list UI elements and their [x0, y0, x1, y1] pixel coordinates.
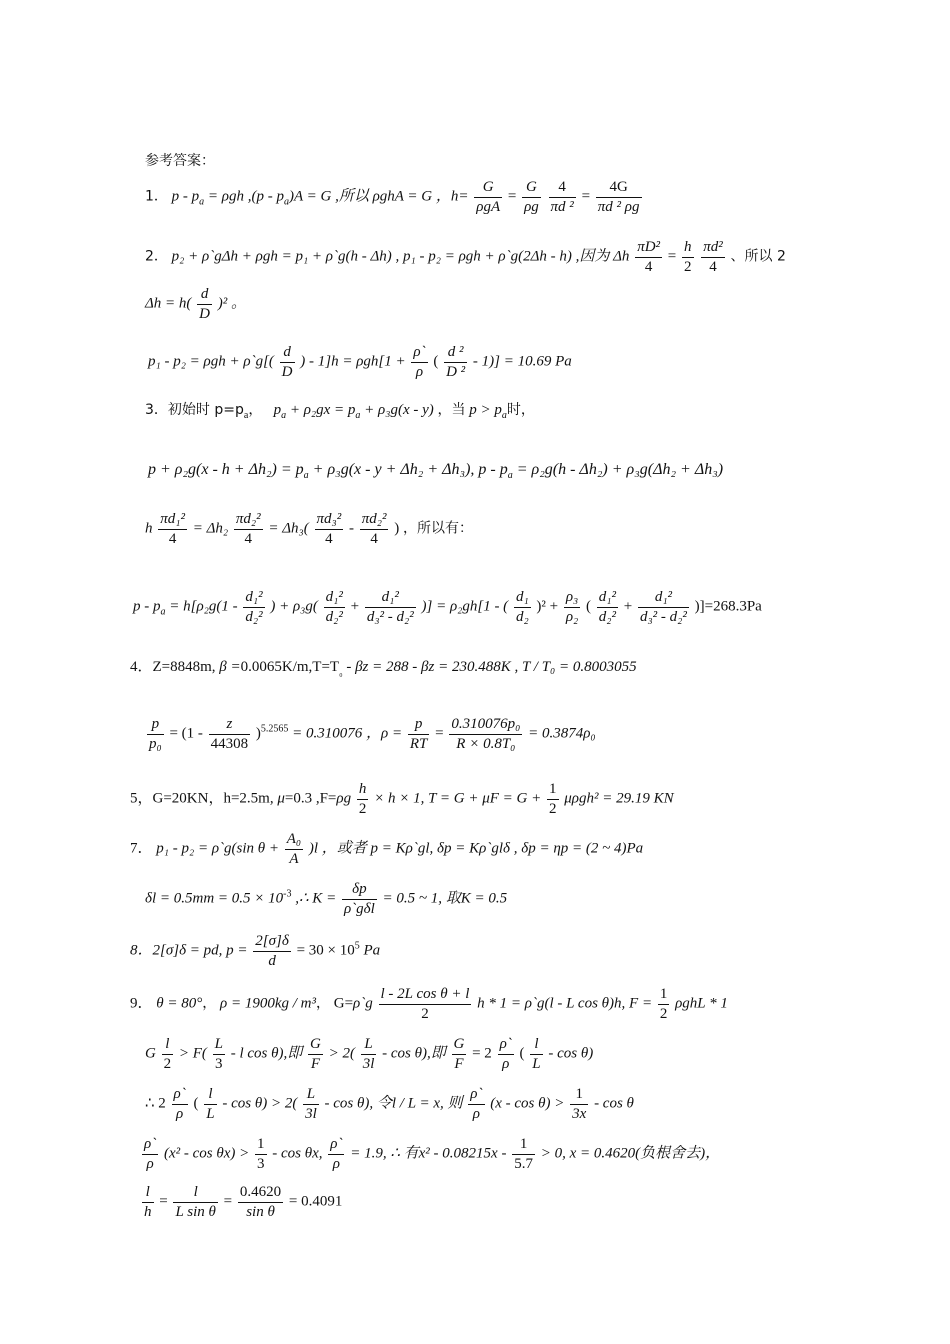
formula-text: )² 。 — [217, 295, 247, 312]
fraction: $\frac{h}{2}$ — [684, 239, 692, 275]
fraction: $\frac{\text{d₁²}}{\text{d₂²}}$ — [598, 589, 616, 625]
fraction: $\frac{G}{F}$ — [453, 1036, 465, 1072]
answer-7: 7． p₁ - p₂ = ρ`g(sin θ + $\frac{\text{A₀}}{A}$ )l ，或者 p = Kρ`gl, δp = Kρ`glδ , δp = ηp = (2 ~ 4)Pa — [130, 831, 644, 867]
fraction: $\frac{\rho`}{\rho}$ — [330, 1136, 343, 1172]
fraction: $\frac{4G}{\text{πd ² ρg}}$ — [597, 179, 640, 215]
answer-9-row1: G $\frac{l}{2}$ > F( $\frac{L}{3}$ - l cos θ),即 $\frac{G}{F}$ > 2( $\frac{L}{3l}$ - cos θ),即 $\frac{G}{F}$ = 2 $\frac{\rho`}{\rho}$ ( $\frac{l}{L}$ - cos θ) — [145, 1036, 594, 1072]
fraction: $\frac{1}{3x}$ — [572, 1086, 587, 1122]
fraction: $\frac{2[\sigma]\delta}{d}$ — [255, 933, 289, 969]
answer-number: 1． — [145, 188, 168, 205]
fraction: $\frac{G}{\text{ρgA}}$ — [476, 179, 501, 215]
fraction: $\frac{1}{2}$ — [659, 986, 668, 1022]
subscript: a — [199, 196, 205, 208]
fraction: $\frac{z}{44308}$ — [210, 716, 249, 752]
fraction: $\frac{\text{d ²}}{\text{D ²}}$ — [446, 344, 466, 380]
fraction: $\frac{l}{\text{L sin θ}}$ — [175, 1184, 216, 1220]
answer-8: 8．2[σ]δ = pd, p = $\frac{2[\sigma]\delta}{d}$ = $30 \times 10^5$ Pa — [130, 933, 381, 969]
answer-2-result: p₁ - p₂ = ρgh + ρ`g[( $\frac{d}{D}$ ) - 1]h = ρgh[1 + $\frac{\rho`}{\rho}$ ( $\frac{\text{d ²}}{\text{D ²}}$ - 1)] = 10.69 Pa — [148, 344, 572, 380]
fraction: $\frac{0.4620}{\text{sin θ}}$ — [239, 1184, 282, 1220]
fraction: $\frac{\text{πd₂²}}{4}$ — [361, 511, 387, 547]
fraction: $\frac{d}{D}$ — [281, 344, 293, 380]
fraction: $\frac{\text{d₁²}}{\text{d₂²}}$ — [245, 589, 263, 625]
fraction: $\frac{l}{h}$ — [144, 1184, 152, 1220]
fraction: $\frac{4}{\text{πd ²}}$ — [550, 179, 574, 215]
answer-4-result: $\frac{p}{\text{p₀}}$ = (1 - $\frac{z}{44308}$ )$^{5.2565}$ = 0.310076 ，ρ = $\frac{p}{RT}$ = $\frac{\text{0.310076p₀}}{\text{R × 0.8T₀}}$ = 0.3874ρ₀ — [149, 716, 596, 752]
fraction: $\frac{d}{D}$ — [199, 286, 211, 322]
answer-number: 7． — [130, 840, 153, 857]
fraction: $\frac{\text{A₀}}{A}$ — [286, 831, 302, 867]
fraction: $\frac{L}{3l}$ — [362, 1036, 375, 1072]
formula-text: p₂ + ρ`gΔh + ρgh = p₁ + ρ`g(h - Δh) , p₁ - p₂ = ρgh + ρ`g(2Δh - h) ,因为 Δh — [171, 248, 630, 265]
fraction: $\frac{L}{3l}$ — [305, 1086, 317, 1122]
fraction: $\frac{\text{0.310076p₀}}{\text{R × 0.8T₀}}$ — [451, 716, 521, 752]
formula-text: 、所以 2 — [730, 248, 786, 265]
fraction: $\frac{\text{πd₂²}}{4}$ — [235, 511, 261, 547]
fraction: $\frac{p}{RT}$ — [409, 716, 428, 752]
formula-text: = ρgh ,(p - p — [204, 188, 284, 205]
fraction: $\frac{\rho`}{\rho}$ — [413, 344, 426, 380]
answer-7-result: $\delta l = 0.5mm = 0.5 \times 10^{-3}$ ,∴ K = $\frac{\delta p}{\text{ρ`gδl}}$ = 0.5 ~ 1, 取K = 0.5 — [145, 881, 508, 917]
fraction: $\frac{G}{\rho g}$ — [524, 179, 539, 215]
fraction: $\frac{L}{3}$ — [214, 1036, 223, 1072]
fraction: $\frac{\rho`}{\rho}$ — [470, 1086, 483, 1122]
fraction: $\frac{\text{πd²}}{4}$ — [703, 239, 723, 275]
answer-number: 9． — [130, 995, 153, 1012]
fraction: $\frac{l}{L}$ — [532, 1036, 541, 1072]
fraction: $\frac{\text{πd₃²}}{4}$ — [316, 511, 342, 547]
answer-4: 4．Z=8848m, $\beta =0.0065K/m,T=T_{_0} - \beta z = 288 - \beta z = 230.488K$ , T / T₀ = 0.8003055 — [130, 659, 637, 678]
fraction: $\frac{\rho`}{\rho}$ — [499, 1036, 512, 1072]
answer-number: 8．2[σ]δ = pd, p = — [130, 942, 248, 959]
formula-text: p - p — [171, 188, 200, 205]
fraction: $\frac{\text{πD²}}{4}$ — [637, 239, 661, 275]
formula-text: Δh = h( — [145, 295, 192, 312]
answer-number: 3．初始时 p=p — [145, 402, 244, 418]
fraction: $\frac{\rho`}{\rho}$ — [144, 1136, 157, 1172]
fraction: $\frac{\delta p}{\text{ρ`gδl}}$ — [343, 881, 375, 917]
fraction: $\frac{\rho`}{\rho}$ — [173, 1086, 186, 1122]
answer-3-eq2: h $\frac{\text{πd₁²}}{4}$ = Δh₂ $\frac{\text{πd₂²}}{4}$ = Δh₃( $\frac{\text{πd₃²}}{4}$ - $\frac{\text{πd₂²}}{4}$ ) ，所以有： — [145, 511, 473, 547]
answer-9-row3: $\frac{\rho`}{\rho}$ (x² - cos θx) > $\frac{1}{3}$ - cos θx, $\frac{\rho`}{\rho}$ = 1.9, ∴ 有x² - 0.08215x - $\frac{1}{5.7}$ > 0, x = 0.4620(负根舍去)， — [144, 1136, 721, 1172]
answer-5: 5，G=20KN，h=2.5m, μ=0.3 ,F=ρg $\frac{h}{2}$ × h × 1, T = G + μF = G + $\frac{1}{2}$ μρgh² = 29.19 KN — [130, 781, 674, 817]
fraction: $\frac{G}{F}$ — [310, 1036, 321, 1072]
answer-3: 3．初始时 $p=p_a$， $p_a + \rho_2gx = p_a + \rho_3g(x - y)$ ，当 $p > p_a$时， — [145, 402, 535, 421]
fraction: $\frac{h}{2}$ — [358, 781, 367, 817]
formula-text: )A = G ,所以 ρghA = G ，h= — [288, 188, 469, 205]
answer-2: 2． p₂ + ρ`gΔh + ρgh = p₁ + ρ`g(h - Δh) , p₁ - p₂ = ρgh + ρ`g(2Δh - h) ,因为 Δh $\frac{\text{πD²}}{4}$ = $\frac{h}{2}$ $\frac{\text{πd²}}{4}$ 、所以 2 — [145, 239, 786, 275]
answer-1: 1． $p - p_a = \rho gh$ $,(p - p_a)A = G$ ,所以 ρghA = G ，h= $\frac{G}{\text{ρgA}}$ = $\frac{G}{\rho g}$ $\frac{4}{\text{πd ²}}$ = $\frac{4G}{\text{πd ² ρg}}$ — [145, 179, 640, 215]
answer-2-cont — [145, 285, 246, 324]
subscript: a — [283, 196, 289, 208]
answers-heading: 参考答案： — [145, 153, 215, 169]
fraction: $\frac{\text{ρ₃}}{\text{ρ₂}}$ — [565, 589, 579, 625]
answer-number: 5，G=20KN，h=2.5m, — [130, 790, 274, 807]
answer-9-row4: $\frac{l}{h}$ = $\frac{l}{\text{L sin θ}}$ = $\frac{0.4620}{\text{sin θ}}$ = 0.4091 — [144, 1184, 343, 1220]
answer-9: 9． θ = 80°， ρ = 1900kg / m³， G=ρ`g $\frac{\text{l - 2L cos θ + l}}{2}$ h * 1 = ρ`g(l - L cos θ)h, F = $\frac{1}{2}$ ρghL * 1 — [130, 986, 728, 1022]
fraction: $\frac{\text{d₁²}}{\text{d₂²}}$ — [325, 589, 343, 625]
fraction: $\frac{1}{2}$ — [549, 781, 557, 817]
formula-text: ) - 1]h = ρgh[1 + — [300, 353, 406, 370]
fraction: $\frac{1}{5.7}$ — [514, 1136, 533, 1172]
fraction: $\frac{\text{d₁²}}{\text{d₃² - d₂²}}$ — [366, 589, 414, 625]
fraction: $\frac{\text{d₁²}}{\text{d₃² - d₂²}}$ — [639, 589, 687, 625]
answer-9-row2: ∴ 2 $\frac{\rho`}{\rho}$ ( $\frac{l}{L}$ - cos θ) > 2( $\frac{L}{3l}$ - cos θ), 令l / L = x, 则 $\frac{\rho`}{\rho}$ (x - cos θ) > $\frac{1}{3x}$ - cos θ — [145, 1086, 634, 1122]
answer-number: 2． — [145, 248, 168, 265]
fraction: $\frac{p}{\text{p₀}}$ — [149, 716, 162, 752]
fraction: $\frac{\text{d₁}}{\text{d₂}}$ — [515, 589, 529, 625]
formula-text: p₁ - p₂ = ρgh + ρ`g[( — [148, 353, 274, 370]
fraction: $\frac{l}{2}$ — [163, 1036, 172, 1072]
fraction: $\frac{\text{l - 2L cos θ + l}}{2}$ — [380, 986, 470, 1022]
fraction: $\frac{l}{L}$ — [206, 1086, 215, 1122]
answer-3-eq1: $p + \rho_2g(x - h + \Delta h_2) = p_a + \rho_3g(x - y + \Delta h_2 + \Delta h_3)$, $p - p_a = \rho_2g(h - \Delta h_2) + \rho_3g(\Delta h_2 + \Delta h_3)$ — [148, 461, 724, 482]
fraction: $\frac{1}{3}$ — [257, 1136, 265, 1172]
formula-text: - 1)] = 10.69 Pa — [472, 353, 572, 370]
answer-3-result: $p - p_a = h[\rho_2g(1$ - $\frac{\text{d₁²}}{\text{d₂²}}$ ) + ρ₃g( $\frac{\text{d₁²}}{\text{d₂²}}$ + $\frac{\text{d₁²}}{\text{d₃² - d₂²}}$ )] = ρ₂gh[1 - ( $\frac{\text{d₁}}{\text{d₂}}$ )² + $\frac{\text{ρ₃}}{\text{ρ₂}}$ ( $\frac{\text{d₁²}}{\text{d₂²}}$ + $\frac{\text{d₁²}}{\text{d₃² - d₂²}}$ )]=268.3Pa — [133, 589, 762, 625]
answer-number: 4．Z=8848m, — [130, 659, 216, 675]
fraction: $\frac{\text{πd₁²}}{4}$ — [160, 511, 185, 547]
